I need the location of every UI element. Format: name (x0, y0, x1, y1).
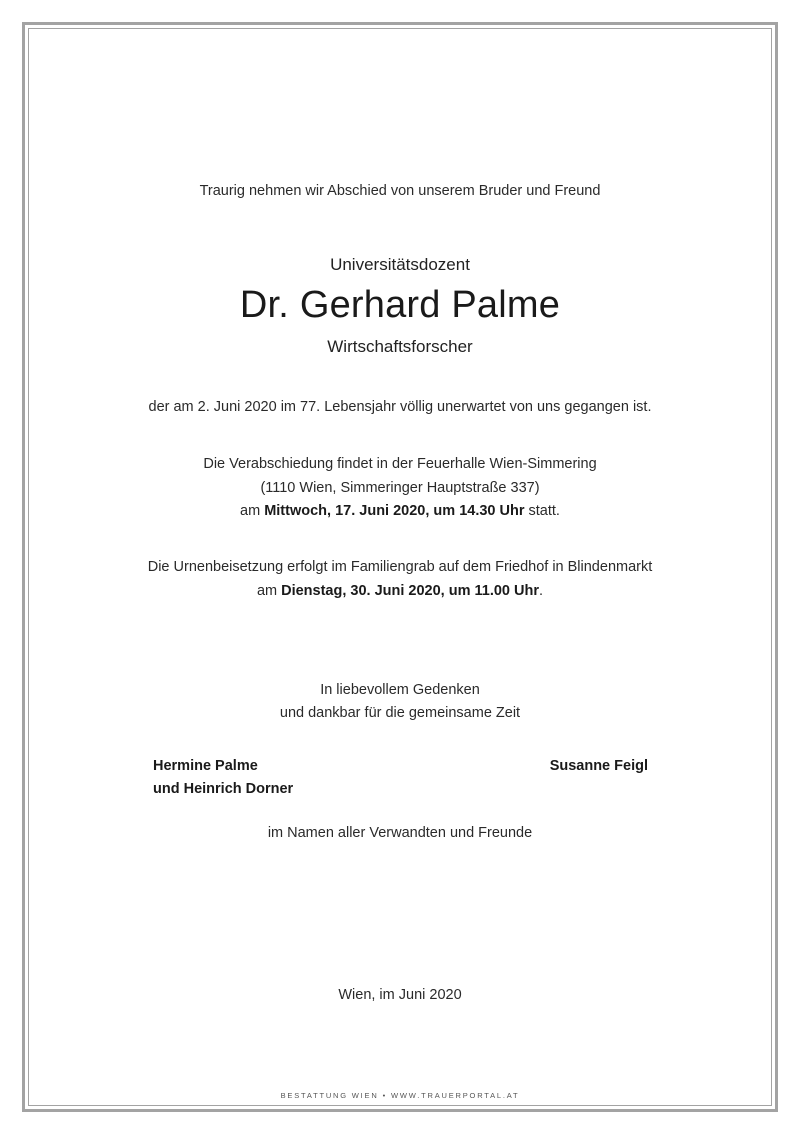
farewell-line-3 (0, 503, 800, 519)
passing-note: der am 2. Juni 2020 im 77. Lebensjahr völlig unerwartet von uns gegangen ist. (148, 399, 652, 415)
remembrance-line-2: und dankbar für die gemeinsame Zeit (279, 705, 521, 721)
farewell-line-1: Die Verabschiedung findet in der Feuerhalle Wien-Simmering (203, 456, 597, 472)
footer-right: WWW.TRAUERPORTAL.AT (391, 1091, 520, 1100)
signatory-left-1: Hermine Palme (153, 758, 258, 774)
urn-burial-suffix: . (539, 583, 544, 599)
remembrance-line-1: In liebevollem Gedenken (320, 682, 480, 698)
title-before-name: Universitätsdozent (330, 255, 470, 274)
farewell-date: Mittwoch, 17. Juni 2020, um 14.30 Uhr (264, 503, 525, 519)
farewell-prefix: am (240, 503, 265, 519)
signatory-left-2: und Heinrich Dorner (153, 781, 294, 797)
urn-burial-line-1: Die Urnenbeisetzung erfolgt im Familiengrab auf dem Friedhof in Blindenmarkt (147, 559, 653, 575)
footer-left: BESTATTUNG WIEN (280, 1091, 379, 1100)
urn-burial-date: Dienstag, 30. Juni 2020, um 11.00 Uhr (281, 583, 540, 599)
urn-burial-line-2 (0, 583, 800, 599)
farewell-suffix: statt. (524, 503, 560, 519)
title-after-name: Wirtschaftsforscher (327, 337, 473, 356)
deceased-name: Dr. Gerhard Palme (239, 284, 561, 326)
relatives-note: im Namen aller Verwandten und Freunde (267, 825, 533, 841)
urn-burial-prefix: am (256, 583, 282, 599)
footer (0, 1091, 800, 1100)
footer-separator: • (382, 1091, 388, 1100)
intro-text: Traurig nehmen wir Abschied von unserem Bruder und Freund (199, 183, 601, 199)
place-date: Wien, im Juni 2020 (338, 987, 462, 1003)
signatory-right: Susanne Feigl (549, 758, 648, 774)
farewell-line-2: (1110 Wien, Simmeringer Hauptstraße 337) (260, 480, 540, 496)
